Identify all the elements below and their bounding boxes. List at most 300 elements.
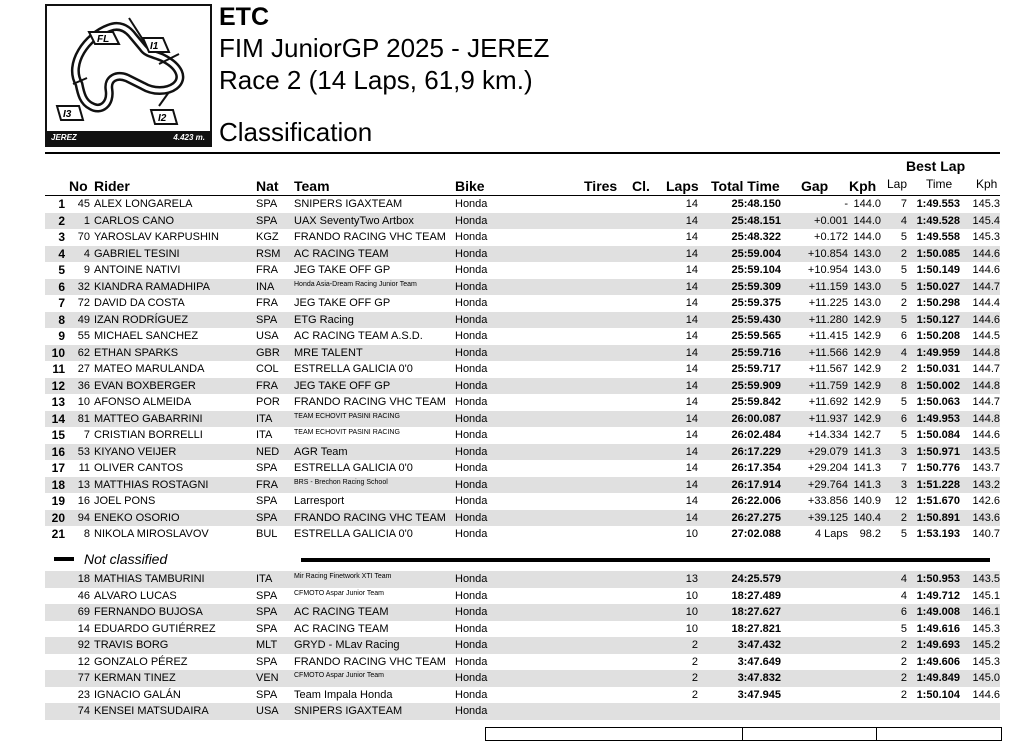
best-lap-time-cell: 1:49.008 (916, 606, 960, 618)
table-row (45, 444, 1000, 461)
gap-cell: +11.692 (808, 396, 848, 408)
bike-cell: Honda (455, 297, 488, 309)
best-lap-time-cell: 1:51.670 (916, 495, 960, 507)
bike-cell: Honda (455, 672, 488, 684)
best-lap-number-cell: 4 (900, 214, 907, 227)
best-lap-time-cell: 1:50.776 (916, 462, 960, 474)
gap-cell: +11.937 (808, 412, 848, 425)
svg-text:FL: FL (97, 34, 110, 45)
team-cell: FRANDO RACING VHC TEAM (294, 231, 446, 243)
gap-cell: +33.856 (807, 495, 848, 507)
col-bike: Bike (455, 178, 485, 194)
best-lap-kph-cell: 143.5 (972, 573, 1000, 585)
table-row (45, 703, 1000, 720)
laps-cell: 14 (685, 198, 698, 210)
team-cell: Larresport (294, 495, 345, 507)
rider-cell: MATEO MARULANDA (94, 363, 205, 375)
best-lap-number-cell: 6 (900, 606, 907, 618)
laps-cell: 14 (685, 412, 698, 425)
laps-cell: 14 (685, 313, 698, 326)
team-cell: AC RACING TEAM (294, 622, 389, 635)
rider-cell: KIANDRA RAMADHIPA (94, 280, 210, 293)
col-total-time: Total Time (711, 178, 780, 194)
best-lap-kph-cell: 145.3 (972, 231, 1000, 243)
number-cell: 94 (77, 511, 90, 524)
team-cell: SNIPERS IGAXTEAM (294, 705, 403, 717)
best-lap-number-cell: 4 (900, 573, 907, 585)
nat-cell: NED (256, 445, 280, 458)
total-time-cell: 25:59.565 (731, 330, 781, 342)
gap-cell: +29.764 (807, 478, 848, 491)
table-row (45, 687, 1000, 704)
best-lap-time-cell: 1:49.606 (916, 655, 960, 668)
kph-cell: 98.2 (859, 528, 881, 540)
laps-cell: 2 (691, 655, 698, 668)
total-time-cell: 26:17.354 (731, 462, 781, 474)
number-cell: 74 (77, 705, 90, 717)
nat-cell: SPA (256, 313, 278, 326)
svg-text:I1: I1 (150, 41, 159, 52)
total-time-cell: 3:47.432 (737, 639, 781, 651)
position-cell: 12 (51, 378, 65, 393)
table-row (45, 621, 1000, 638)
table-row (45, 526, 1000, 543)
best-lap-time-cell: 1:49.528 (916, 214, 960, 227)
laps-cell: 14 (685, 214, 698, 227)
bike-cell: Honda (455, 396, 488, 408)
best-lap-number-cell: 5 (900, 396, 907, 408)
nat-cell: INA (256, 280, 275, 293)
rider-cell: ALVARO LUCAS (94, 589, 177, 602)
best-lap-kph-cell: 143.7 (972, 462, 1000, 474)
col-nat: Nat (256, 178, 279, 194)
position-cell: 5 (58, 263, 65, 277)
team-cell: AC RACING TEAM (294, 247, 389, 260)
bike-cell: Honda (455, 705, 488, 717)
position-cell: 10 (51, 345, 65, 360)
bike-cell: Honda (455, 198, 488, 210)
team-cell: UAX SeventyTwo Artbox (294, 214, 414, 227)
nat-cell: POR (256, 396, 280, 408)
table-row (45, 427, 1000, 444)
best-lap-kph-cell: 145.1 (972, 589, 1000, 602)
track-length: 4.423 m. (173, 133, 205, 142)
nat-cell: SPA (256, 622, 278, 635)
nat-cell: SPA (256, 688, 278, 701)
best-lap-kph-cell: 145.3 (972, 655, 1000, 668)
team-cell: AC RACING TEAM (294, 606, 389, 618)
total-time-cell: 25:59.909 (731, 379, 781, 392)
total-time-cell: 18:27.821 (731, 622, 781, 635)
rider-cell: KIYANO VEIJER (94, 445, 177, 458)
best-lap-time-cell: 1:50.971 (916, 445, 960, 458)
best-lap-kph-cell: 140.7 (972, 528, 1000, 540)
bike-cell: Honda (455, 445, 488, 458)
kph-cell: 144.0 (853, 214, 881, 227)
nat-cell: FRA (256, 264, 278, 276)
laps-cell: 14 (685, 462, 698, 474)
best-lap-kph-cell: 144.6 (972, 264, 1000, 276)
number-cell: 77 (77, 672, 90, 684)
kph-cell: 142.9 (853, 330, 881, 342)
best-lap-number-cell: 4 (900, 346, 907, 359)
not-classified-marker (54, 557, 74, 561)
gap-cell: +0.001 (814, 214, 848, 227)
rider-cell: TRAVIS BORG (94, 639, 169, 651)
rider-cell: MATHIAS TAMBURINI (94, 573, 205, 585)
gap-cell: +11.225 (808, 297, 848, 309)
best-lap-number-cell: 6 (900, 412, 907, 425)
rider-cell: MICHAEL SANCHEZ (94, 330, 199, 342)
rider-cell: CRISTIAN BORRELLI (94, 429, 203, 441)
best-lap-number-cell: 3 (900, 445, 907, 458)
kph-cell: 140.4 (853, 511, 881, 524)
laps-cell: 14 (685, 231, 698, 243)
nat-cell: SPA (256, 606, 278, 618)
best-lap-time-cell: 1:50.031 (916, 363, 960, 375)
position-cell: 20 (51, 510, 65, 525)
kph-cell: 143.0 (853, 247, 881, 260)
best-lap-time-cell: 1:50.891 (916, 511, 960, 524)
bike-cell: Honda (455, 528, 488, 540)
table-row (45, 229, 1000, 246)
team-cell: JEG TAKE OFF GP (294, 264, 391, 276)
best-lap-time-cell: 1:50.027 (916, 280, 960, 293)
team-cell: SNIPERS IGAXTEAM (294, 198, 403, 210)
number-cell: 1 (83, 214, 90, 227)
team-cell: JEG TAKE OFF GP (294, 379, 391, 392)
table-row (45, 378, 1000, 395)
number-cell: 70 (77, 231, 90, 243)
position-cell: 4 (58, 246, 65, 261)
gap-cell: +10.854 (807, 247, 848, 260)
total-time-cell: 25:48.151 (731, 214, 781, 227)
number-cell: 18 (77, 573, 90, 585)
position-cell: 15 (51, 428, 65, 442)
bike-cell: Honda (455, 655, 488, 668)
team-cell: GRYD - MLav Racing (294, 639, 400, 651)
team-cell: ESTRELLA GALICIA 0'0 (294, 462, 413, 474)
total-time-cell: 27:02.088 (731, 528, 781, 540)
team-cell: TEAM ECHOVIT PASINI RACING (294, 429, 400, 436)
nat-cell: VEN (256, 672, 279, 684)
rider-cell: ALEX LONGARELA (94, 198, 193, 210)
best-lap-kph-cell: 144.8 (972, 379, 1000, 392)
position-cell: 13 (51, 395, 65, 409)
nat-cell: SPA (256, 589, 278, 602)
team-cell: JEG TAKE OFF GP (294, 297, 391, 309)
number-cell: 32 (77, 280, 90, 293)
bike-cell: Honda (455, 231, 488, 243)
nat-cell: USA (256, 330, 279, 342)
total-time-cell: 3:47.945 (737, 688, 781, 701)
total-time-cell: 25:59.104 (731, 264, 781, 276)
document-header (219, 3, 549, 148)
nat-cell: GBR (256, 346, 280, 359)
best-lap-kph-cell: 144.6 (972, 313, 1000, 326)
laps-cell: 2 (691, 688, 698, 701)
table-row (45, 295, 1000, 312)
best-lap-kph-cell: 144.5 (972, 330, 1000, 342)
best-lap-kph-cell: 144.6 (972, 688, 1000, 701)
nat-cell: SPA (256, 462, 278, 474)
team-cell: Mir Racing Finetwork XTI Team (294, 573, 392, 580)
best-lap-kph-cell: 144.4 (972, 297, 1000, 309)
best-lap-time-cell: 1:50.953 (916, 573, 960, 585)
gap-cell: - (844, 198, 848, 210)
best-lap-number-cell: 2 (900, 672, 907, 684)
nat-cell: ITA (256, 429, 273, 441)
rider-cell: IZAN RODRÍGUEZ (94, 313, 189, 326)
table-row (45, 588, 1000, 605)
best-lap-time-cell: 1:50.063 (916, 396, 960, 408)
table-row (45, 637, 1000, 654)
best-lap-number-cell: 2 (900, 655, 907, 668)
gap-cell: +11.566 (808, 346, 848, 359)
position-cell: 9 (58, 329, 65, 343)
best-lap-time-cell: 1:50.002 (916, 379, 960, 392)
position-cell: 16 (51, 444, 65, 459)
bike-cell: Honda (455, 511, 488, 524)
gap-cell: 4 Laps (814, 528, 848, 540)
laps-cell: 14 (685, 346, 698, 359)
table-row (45, 246, 1000, 263)
col-rider: Rider (94, 178, 130, 194)
total-time-cell: 25:59.842 (731, 396, 781, 408)
table-row (45, 328, 1000, 345)
col-best-lap-time: Time (926, 177, 953, 191)
bike-cell: Honda (455, 639, 488, 651)
best-lap-kph-cell: 145.2 (972, 639, 1000, 651)
total-time-cell: 26:00.087 (731, 412, 781, 425)
gap-cell: +39.125 (807, 511, 848, 524)
table-row (45, 279, 1000, 296)
nat-cell: RSM (256, 247, 281, 260)
number-cell: 4 (83, 247, 90, 260)
best-lap-number-cell: 5 (900, 264, 907, 276)
kph-cell: 142.7 (853, 429, 881, 441)
kph-cell: 142.9 (853, 379, 881, 392)
gap-cell: +10.954 (807, 264, 848, 276)
best-lap-kph-cell: 144.6 (972, 429, 1000, 441)
number-cell: 14 (77, 622, 90, 635)
rider-cell: AFONSO ALMEIDA (94, 396, 192, 408)
kph-cell: 140.9 (853, 495, 881, 507)
table-row (45, 571, 1000, 588)
position-cell: 17 (51, 461, 65, 475)
table-row (45, 670, 1000, 687)
best-lap-group-header: Best Lap (906, 158, 966, 174)
team-cell: Team Impala Honda (294, 688, 393, 701)
best-lap-number-cell: 2 (900, 511, 907, 524)
rider-cell: KENSEI MATSUDAIRA (94, 705, 209, 717)
number-cell: 9 (83, 264, 90, 276)
gap-cell: +0.172 (814, 231, 848, 243)
bike-cell: Honda (455, 363, 488, 375)
number-cell: 23 (77, 688, 90, 701)
col-laps: Laps (666, 178, 699, 194)
bike-cell: Honda (455, 412, 488, 425)
best-lap-number-cell: 2 (900, 363, 907, 375)
total-time-cell: 26:27.275 (731, 511, 781, 524)
best-lap-number-cell: 6 (900, 330, 907, 342)
rider-cell: GABRIEL TESINI (94, 247, 180, 260)
laps-cell: 10 (685, 589, 698, 602)
bike-cell: Honda (455, 429, 488, 441)
gap-cell: +29.204 (807, 462, 848, 474)
table-row (45, 345, 1000, 362)
best-lap-kph-cell: 143.2 (972, 478, 1000, 491)
number-cell: 27 (77, 363, 90, 375)
bike-cell: Honda (455, 688, 488, 701)
logo-caption-bar (47, 131, 210, 145)
best-lap-number-cell: 5 (900, 528, 907, 540)
rider-cell: MATTEO GABARRINI (94, 412, 203, 425)
team-cell: FRANDO RACING VHC TEAM (294, 655, 446, 668)
nat-cell: FRA (256, 379, 278, 392)
table-row (45, 411, 1000, 428)
rider-cell: DAVID DA COSTA (94, 297, 185, 309)
track-map-icon (47, 6, 210, 131)
col-best-lap-kph: Kph (976, 177, 998, 191)
bike-cell: Honda (455, 379, 488, 392)
kph-cell: 142.9 (853, 363, 881, 375)
laps-cell: 14 (685, 297, 698, 309)
laps-cell: 10 (685, 606, 698, 618)
total-time-cell: 25:59.375 (731, 297, 781, 309)
nat-cell: FRA (256, 297, 278, 309)
best-lap-kph-cell: 144.7 (972, 280, 1000, 293)
number-cell: 92 (77, 639, 90, 651)
best-lap-kph-cell: 144.8 (972, 346, 1000, 359)
bike-cell: Honda (455, 573, 488, 585)
rider-cell: EVAN BOXBERGER (94, 379, 196, 392)
table-row (45, 262, 1000, 279)
bike-cell: Honda (455, 478, 488, 491)
nat-cell: BUL (256, 528, 278, 540)
table-row (45, 213, 1000, 230)
nat-cell: SPA (256, 511, 278, 524)
total-time-cell: 25:59.717 (731, 363, 781, 375)
nat-cell: FRA (256, 478, 278, 491)
kph-cell: 143.0 (853, 264, 881, 276)
total-time-cell: 25:48.322 (731, 231, 781, 243)
team-cell: AGR Team (294, 445, 348, 458)
table-row (45, 312, 1000, 329)
laps-cell: 10 (685, 622, 698, 635)
total-time-cell: 25:59.430 (731, 313, 781, 326)
laps-cell: 13 (685, 573, 698, 585)
team-cell: FRANDO RACING VHC TEAM (294, 511, 446, 524)
best-lap-time-cell: 1:51.228 (916, 478, 960, 491)
position-cell: 2 (58, 213, 65, 228)
rider-cell: EDUARDO GUTIÉRREZ (94, 622, 216, 635)
number-cell: 72 (77, 297, 90, 309)
track-name: JEREZ (51, 133, 77, 142)
nat-cell: SPA (256, 198, 278, 210)
best-lap-time-cell: 1:50.208 (916, 330, 960, 342)
gap-cell: +29.079 (807, 445, 848, 458)
best-lap-number-cell: 12 (894, 495, 907, 507)
total-time-cell: 25:59.004 (731, 247, 781, 260)
table-row (45, 361, 1000, 378)
number-cell: 11 (78, 462, 90, 474)
document-title: Classification (219, 117, 373, 147)
team-cell: FRANDO RACING VHC TEAM (294, 396, 446, 408)
number-cell: 13 (77, 478, 90, 491)
best-lap-kph-cell: 145.4 (972, 214, 1000, 227)
bike-cell: Honda (455, 264, 488, 276)
total-time-cell: 25:59.716 (731, 346, 781, 359)
laps-cell: 14 (685, 429, 698, 441)
position-cell: 3 (58, 230, 65, 244)
event-title: FIM JuniorGP 2025 - JEREZ (219, 33, 550, 63)
position-cell: 21 (51, 527, 65, 541)
bike-cell: Honda (455, 247, 488, 260)
team-cell: MRE TALENT (294, 346, 363, 359)
kph-cell: 142.9 (853, 346, 881, 359)
bike-cell: Honda (455, 330, 488, 342)
nat-cell: SPA (256, 214, 278, 227)
best-lap-kph-cell: 145.3 (972, 622, 1000, 635)
header-divider (45, 152, 1000, 154)
col-best-lap-lap: Lap (887, 177, 908, 191)
kph-cell: 142.9 (853, 396, 881, 408)
best-lap-number-cell: 2 (900, 639, 907, 651)
gap-cell: +14.334 (807, 429, 848, 441)
rider-cell: ENEKO OSORIO (94, 511, 180, 524)
bike-cell: Honda (455, 346, 488, 359)
total-time-cell: 26:22.006 (731, 495, 781, 507)
number-cell: 10 (77, 396, 90, 408)
laps-cell: 14 (685, 379, 698, 392)
position-cell: 14 (51, 411, 65, 426)
total-time-cell: 25:48.150 (731, 198, 781, 210)
bike-cell: Honda (455, 495, 488, 507)
kph-cell: 142.9 (853, 412, 881, 425)
position-cell: 18 (51, 477, 65, 492)
best-lap-number-cell: 5 (900, 429, 907, 441)
nat-cell: COL (256, 363, 279, 375)
team-cell: ESTRELLA GALICIA 0'0 (294, 363, 413, 375)
best-lap-number-cell: 5 (900, 313, 907, 326)
total-time-cell: 25:59.309 (731, 280, 781, 293)
rider-cell: MATTHIAS ROSTAGNI (94, 478, 209, 491)
team-cell: AC RACING TEAM A.S.D. (294, 330, 423, 342)
best-lap-kph-cell: 143.5 (972, 445, 1000, 458)
number-cell: 36 (77, 379, 90, 392)
col-gap: Gap (801, 178, 829, 194)
rider-cell: IGNACIO GALÁN (94, 688, 181, 701)
best-lap-time-cell: 1:49.712 (916, 589, 960, 602)
kph-cell: 141.3 (853, 462, 881, 474)
kph-cell: 144.0 (853, 231, 881, 243)
best-lap-time-cell: 1:49.953 (916, 412, 960, 425)
laps-cell: 14 (685, 247, 698, 260)
team-cell: Honda Asia-Dream Racing Junior Team (294, 280, 417, 288)
team-cell: BRS - Brechon Racing School (294, 478, 388, 486)
best-lap-kph-cell: 145.3 (972, 198, 1000, 210)
table-row (45, 477, 1000, 494)
total-time-cell: 26:17.914 (731, 478, 781, 491)
col-team: Team (294, 178, 330, 194)
laps-cell: 2 (691, 672, 698, 684)
best-lap-number-cell: 8 (900, 379, 907, 392)
total-time-cell: 18:27.489 (731, 589, 781, 602)
total-time-cell: 3:47.649 (737, 655, 781, 668)
team-cell: CFMOTO Aspar Junior Team (294, 589, 384, 597)
number-cell: 8 (83, 528, 90, 540)
